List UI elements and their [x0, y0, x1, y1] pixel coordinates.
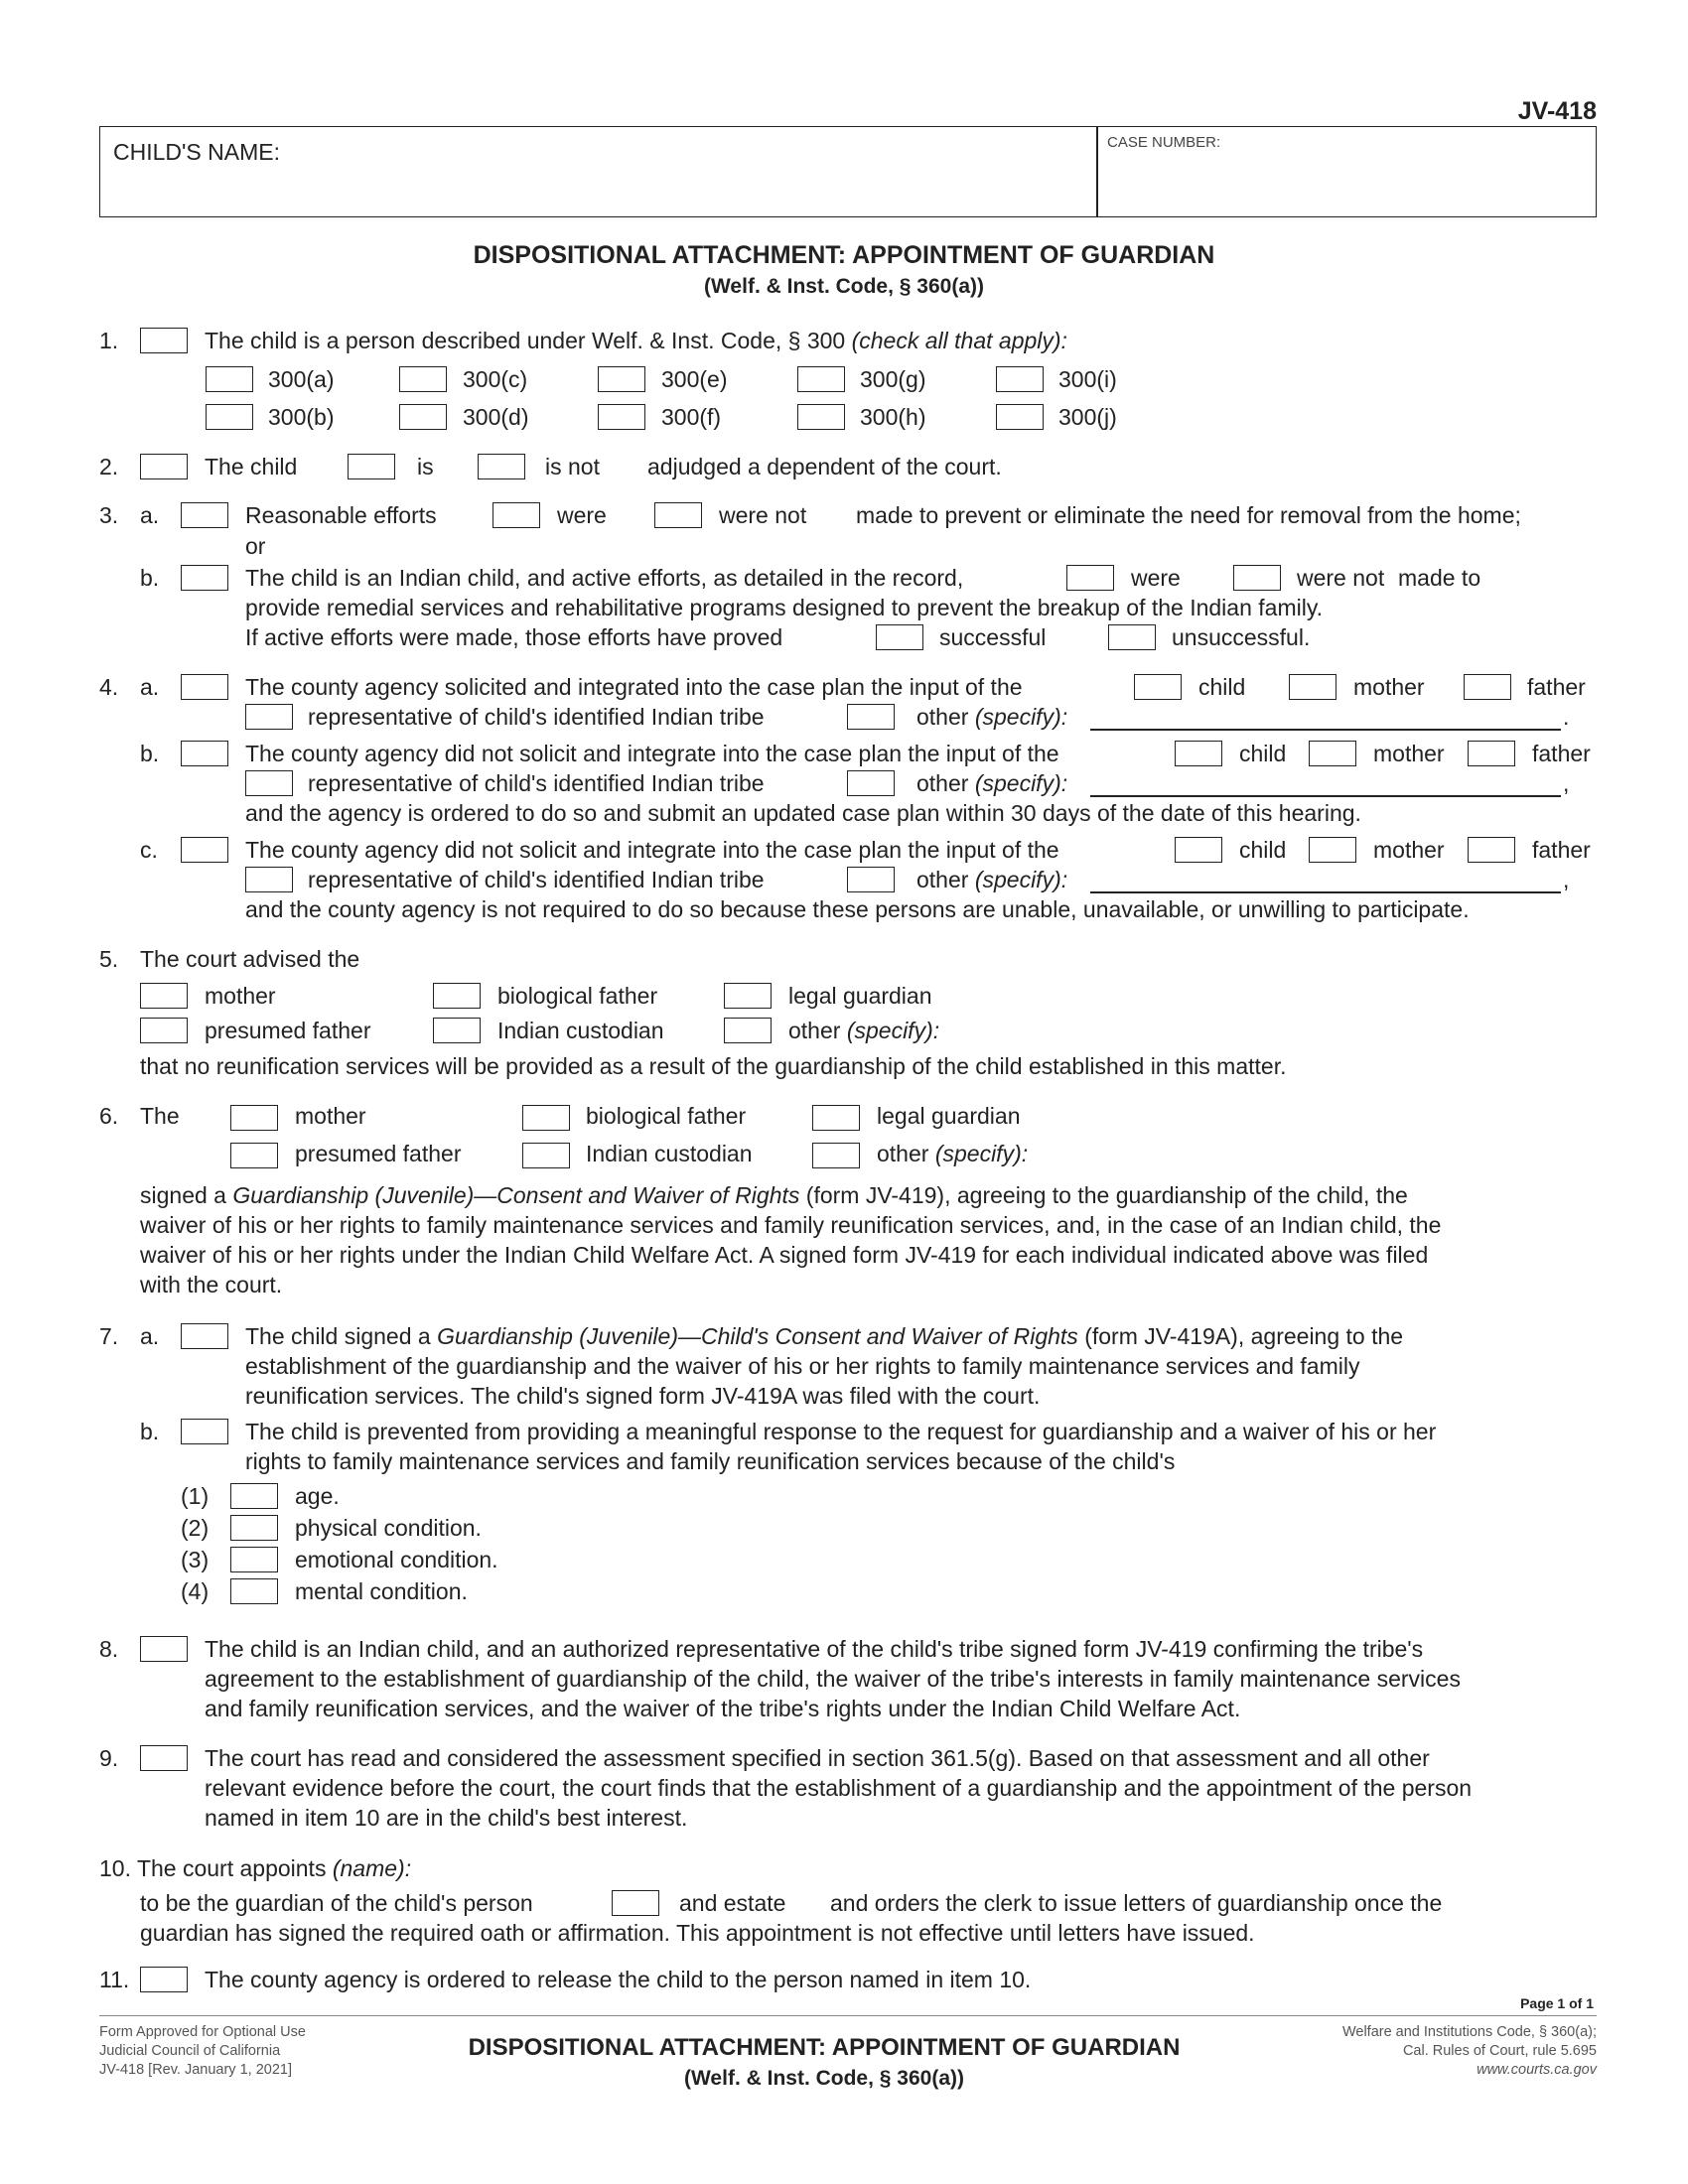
item3-number: 3. — [99, 502, 119, 528]
item2-checkbox-is[interactable] — [348, 454, 395, 479]
item2-checkbox[interactable] — [140, 454, 188, 479]
item1-checkbox-300h[interactable] — [797, 404, 845, 430]
item4b-label: b. — [140, 741, 160, 766]
page-subtitle: (Welf. & Inst. Code, § 360(a)) — [704, 275, 984, 298]
item4a-checkbox-mother[interactable] — [1289, 674, 1336, 700]
item4b-label-child: child — [1239, 741, 1287, 766]
item4-number: 4. — [99, 674, 119, 700]
footer-title: DISPOSITIONAL ATTACHMENT: APPOINTMENT OF GUARDIAN — [468, 2034, 1181, 2061]
item1-checkbox-300i[interactable] — [996, 366, 1044, 392]
item3b-checkbox-unsuccessful[interactable] — [1108, 624, 1156, 650]
item4c-text: The county agency did not solicit and integrate into the case plan the input of the — [245, 837, 1059, 863]
item4b-checkbox[interactable] — [181, 741, 228, 766]
item6-number: 6. — [99, 1103, 119, 1129]
item2-label-is: is — [417, 454, 434, 479]
item7-number: 7. — [99, 1323, 119, 1349]
item7b-checkbox[interactable] — [181, 1419, 228, 1444]
item6-label-bio-father: biological father — [586, 1103, 747, 1129]
item7b-sub4-number: (4) — [181, 1578, 210, 1604]
item9-checkbox[interactable] — [140, 1745, 188, 1771]
item4b-checkbox-other[interactable] — [847, 770, 895, 796]
item4c-label-tribe: representative of child's identified Indian tribe — [308, 867, 765, 892]
item10-checkbox-estate[interactable] — [612, 1890, 659, 1916]
item4c-checkbox-child[interactable] — [1175, 837, 1222, 863]
item1-label-300c: 300(c) — [463, 366, 528, 392]
child-name-label: CHILD'S NAME: — [113, 139, 280, 165]
item1-checkbox-300d[interactable] — [399, 404, 447, 430]
item4c-label-father: father — [1532, 837, 1591, 863]
footer-right-2: Cal. Rules of Court, rule 5.695 — [1402, 2043, 1597, 2059]
item6-the: The — [140, 1103, 180, 1129]
item8-line2: agreement to the establishment of guardianship of the child, the waiver of the tribe's interests in family maintenance services — [205, 1666, 1461, 1692]
item4c-checkbox-mother[interactable] — [1309, 837, 1356, 863]
item6-label-legal-guardian: legal guardian — [877, 1103, 1021, 1129]
item11-text: The county agency is ordered to release the child to the person named in item 10. — [205, 1967, 1032, 1992]
item3a-checkbox[interactable] — [181, 502, 228, 528]
item4a-checkbox-tribe[interactable] — [245, 704, 293, 730]
item3b-text: The child is an Indian child, and active efforts, as detailed in the record, — [245, 565, 964, 591]
item3-or: or — [245, 533, 266, 559]
item2-checkbox-is-not[interactable] — [478, 454, 525, 479]
item4b-specify-line[interactable] — [1090, 795, 1561, 797]
item4c-end: , — [1563, 867, 1570, 892]
item9-line1: The court has read and considered the assessment specified in section 361.5(g). Based on that assessment and all other — [205, 1745, 1430, 1771]
item3a-tail: made to prevent or eliminate the need for removal from the home; — [856, 502, 1521, 528]
item1-label-300d: 300(d) — [463, 404, 529, 430]
item9-line3: named in item 10 are in the child's best interest. — [205, 1805, 688, 1831]
item5-label-bio-father: biological father — [497, 983, 658, 1009]
item4c-checkbox-other[interactable] — [847, 867, 895, 892]
item10-line2a: to be the guardian of the child's person — [140, 1890, 533, 1916]
item6-checkbox-legal-guardian[interactable] — [812, 1105, 860, 1131]
item6-line1: signed a Guardianship (Juvenile)—Consent and Waiver of Rights (form JV-419), agreeing to the guardianship of the child, the — [140, 1182, 1408, 1208]
item3a-checkbox-were[interactable] — [492, 502, 540, 528]
item4c-label: c. — [140, 837, 158, 863]
item5-checkbox-bio-father[interactable] — [433, 983, 481, 1009]
item4c-specify-line[interactable] — [1090, 891, 1561, 893]
item4c-label-mother: mother — [1373, 837, 1445, 863]
item7a-line2: establishment of the guardianship and the waiver of his or her rights to family maintenance services and family — [245, 1353, 1360, 1379]
item11-number: 11. — [99, 1967, 130, 1992]
footer-subtitle: (Welf. & Inst. Code, § 360(a)) — [684, 2067, 964, 2090]
item7b-sub4-label: mental condition. — [295, 1578, 468, 1604]
item1-checkbox-300b[interactable] — [206, 404, 253, 430]
item5-checkbox-mother[interactable] — [140, 983, 188, 1009]
item9-number: 9. — [99, 1745, 119, 1771]
footer-left-1: Form Approved for Optional Use — [99, 2024, 306, 2040]
item4b-checkbox-father[interactable] — [1468, 741, 1515, 766]
item3b-label-were: were — [1131, 565, 1181, 591]
item3a-checkbox-were-not[interactable] — [654, 502, 702, 528]
item4b-checkbox-tribe[interactable] — [245, 770, 293, 796]
item7b-sub3-number: (3) — [181, 1547, 210, 1572]
item8-checkbox[interactable] — [140, 1636, 188, 1662]
item5-checkbox-legal-guardian[interactable] — [724, 983, 772, 1009]
item3b-label-successful: successful — [939, 624, 1047, 650]
item4a-specify-line[interactable] — [1090, 729, 1561, 731]
item4b-label-tribe: representative of child's identified Indian tribe — [308, 770, 765, 796]
item4b-label-father: father — [1532, 741, 1591, 766]
item1-checkbox[interactable] — [140, 328, 188, 353]
item5-label-legal-guardian: legal guardian — [788, 983, 932, 1009]
item9-line2: relevant evidence before the court, the court finds that the establishment of a guardianship and the appointment of the person — [205, 1775, 1473, 1801]
item5-tail: that no reunification services will be provided as a result of the guardianship of the child established in this matter. — [140, 1053, 1287, 1079]
item8-number: 8. — [99, 1636, 119, 1662]
item4a-label: a. — [140, 674, 160, 700]
item1-label-300g: 300(g) — [860, 366, 926, 392]
item3b-line2: provide remedial services and rehabilitative programs designed to prevent the breakup of the Indian family. — [245, 595, 1324, 620]
item5-checkbox-presumed-father[interactable] — [140, 1018, 188, 1043]
item5-label-other: other (specify): — [788, 1018, 940, 1043]
item6-line2: waiver of his or her rights to family maintenance services and family reunification services, and, in the case of an Indian child, the — [140, 1212, 1442, 1238]
footer-right-1: Welfare and Institutions Code, § 360(a); — [1341, 2024, 1597, 2040]
item5-intro: The court advised the — [140, 946, 360, 972]
item7b-sub2-checkbox[interactable] — [230, 1515, 278, 1541]
item1-label-300b: 300(b) — [268, 404, 335, 430]
item4b-checkbox-child[interactable] — [1175, 741, 1222, 766]
caption-box — [99, 126, 1597, 217]
item4c-label-child: child — [1239, 837, 1287, 863]
item7a-line1: The child signed a Guardianship (Juvenile)—Child's Consent and Waiver of Rights (form JV-419A), agreeing to the — [245, 1323, 1404, 1349]
item1-label-300a: 300(a) — [268, 366, 335, 392]
item1-label-300f: 300(f) — [661, 404, 722, 430]
item6-checkbox-mother[interactable] — [230, 1105, 278, 1131]
item4b-label-mother: mother — [1373, 741, 1445, 766]
item7b-sub4-checkbox[interactable] — [230, 1578, 278, 1604]
item10-label-estate: and estate — [679, 1890, 786, 1916]
item3b-line3: If active efforts were made, those efforts have proved — [245, 624, 783, 650]
footer-website-link[interactable]: www.courts.ca.gov — [1477, 2062, 1597, 2078]
item6-label-indian-custodian: Indian custodian — [586, 1141, 753, 1166]
footer-rule — [99, 2015, 1597, 2016]
item1-label-300i: 300(i) — [1058, 366, 1117, 392]
item10-line2c: and orders the clerk to issue letters of guardianship once the — [830, 1890, 1443, 1916]
item1-label-300h: 300(h) — [860, 404, 926, 430]
item7b-label: b. — [140, 1419, 160, 1444]
item1-label-300j: 300(j) — [1058, 404, 1117, 430]
item11-checkbox[interactable] — [140, 1967, 188, 1992]
item7b-sub3-label: emotional condition. — [295, 1547, 498, 1572]
item1-number: 1. — [99, 328, 119, 353]
item3b-checkbox[interactable] — [181, 565, 228, 591]
item10-intro: 10. The court appoints (name): — [99, 1855, 412, 1881]
case-number-label: CASE NUMBER: — [1107, 134, 1221, 151]
item1-checkbox-300e[interactable] — [598, 366, 645, 392]
item1-checkbox-300a[interactable] — [206, 366, 253, 392]
item4b-end: , — [1563, 770, 1570, 796]
item3b-label-were-not: were not — [1297, 565, 1385, 591]
item3b-checkbox-successful[interactable] — [876, 624, 923, 650]
item4a-label-other: other (specify): — [916, 704, 1068, 730]
item5-label-mother: mother — [205, 983, 276, 1009]
form-number: JV-418 — [1517, 97, 1597, 125]
item2-label-is-not: is not — [545, 454, 600, 479]
item5-label-indian-custodian: Indian custodian — [497, 1018, 664, 1043]
item8-line3: and family reunification services, and the waiver of the tribe's rights under the Indian Child Welfare Act. — [205, 1696, 1241, 1721]
item4b-line3: and the agency is ordered to do so and submit an updated case plan within 30 days of the date of this hearing. — [245, 800, 1361, 826]
item7b-sub3-checkbox[interactable] — [230, 1547, 278, 1572]
item4b-checkbox-mother[interactable] — [1309, 741, 1356, 766]
item7b-line2: rights to family maintenance services and family reunification services because of the child's — [245, 1448, 1176, 1474]
item4a-checkbox[interactable] — [181, 674, 228, 700]
item7b-sub1-checkbox[interactable] — [230, 1483, 278, 1509]
item1-checkbox-300j[interactable] — [996, 404, 1044, 430]
item8-line1: The child is an Indian child, and an authorized representative of the child's tribe signed form JV-419 confirming the tribe's — [205, 1636, 1424, 1662]
item6-label-presumed-father: presumed father — [295, 1141, 462, 1166]
item3b-label: b. — [140, 565, 160, 591]
item4a-checkbox-father[interactable] — [1464, 674, 1511, 700]
item3b-checkbox-were-not[interactable] — [1233, 565, 1281, 591]
page-title: DISPOSITIONAL ATTACHMENT: APPOINTMENT OF GUARDIAN — [473, 241, 1215, 269]
item3b-checkbox-were[interactable] — [1066, 565, 1114, 591]
item10-line3: guardian has signed the required oath or affirmation. This appointment is not effective until letters have issued. — [140, 1920, 1255, 1946]
item6-line3: waiver of his or her rights under the Indian Child Welfare Act. A signed form JV-419 for each individual indicated above was filed — [140, 1242, 1429, 1268]
item4a-label-child: child — [1198, 674, 1246, 700]
item4c-checkbox-tribe[interactable] — [245, 867, 293, 892]
item1-label-300e: 300(e) — [661, 366, 728, 392]
item7b-sub2-label: physical condition. — [295, 1515, 482, 1541]
item1-checkbox-300f[interactable] — [598, 404, 645, 430]
item3a-label-were: were — [557, 502, 607, 528]
item5-number: 5. — [99, 946, 119, 972]
item5-checkbox-indian-custodian[interactable] — [433, 1018, 481, 1043]
item3a-text: Reasonable efforts — [245, 502, 437, 528]
item2-text-child: The child — [205, 454, 298, 479]
item5-checkbox-other[interactable] — [724, 1018, 772, 1043]
item2-number: 2. — [99, 454, 119, 479]
footer-left-3: JV-418 [Rev. January 1, 2021] — [99, 2062, 292, 2078]
item3a-label: a. — [140, 502, 160, 528]
item6-label-mother: mother — [295, 1103, 366, 1129]
item1-checkbox-300c[interactable] — [399, 366, 447, 392]
item6-checkbox-other[interactable] — [812, 1143, 860, 1168]
item2-text-tail: adjudged a dependent of the court. — [647, 454, 1002, 479]
item7a-checkbox[interactable] — [181, 1323, 228, 1349]
item4a-label-mother: mother — [1353, 674, 1425, 700]
item4b-label-other: other (specify): — [916, 770, 1068, 796]
item7b-line1: The child is prevented from providing a meaningful response to the request for guardianship and a waiver of his or her — [245, 1419, 1437, 1444]
item7b-sub1-number: (1) — [181, 1483, 210, 1509]
page-number: Page 1 of 1 — [1520, 1995, 1594, 2011]
item1-text: The child is a person described under Welf. & Inst. Code, § 300 (check all that apply): — [205, 328, 1067, 353]
caption-divider — [1096, 126, 1098, 217]
item4c-checkbox[interactable] — [181, 837, 228, 863]
item4a-checkbox-child[interactable] — [1134, 674, 1182, 700]
item7b-sub2-number: (2) — [181, 1515, 210, 1541]
footer-left-2: Judicial Council of California — [99, 2043, 281, 2059]
item4a-label-father: father — [1527, 674, 1586, 700]
item5-label-presumed-father: presumed father — [205, 1018, 371, 1043]
item6-label-other: other (specify): — [877, 1141, 1029, 1166]
item7a-line3: reunification services. The child's signed form JV-419A was filed with the court. — [245, 1383, 1041, 1409]
item4c-label-other: other (specify): — [916, 867, 1068, 892]
item4c-line3: and the county agency is not required to do so because these persons are unable, unavailable, or unwilling to participate. — [245, 896, 1470, 922]
item4b-text: The county agency did not solicit and integrate into the case plan the input of the — [245, 741, 1059, 766]
item4c-checkbox-father[interactable] — [1468, 837, 1515, 863]
item6-checkbox-indian-custodian[interactable] — [522, 1143, 570, 1168]
item1-checkbox-300g[interactable] — [797, 366, 845, 392]
item3b-label-unsuccessful: unsuccessful. — [1172, 624, 1311, 650]
item4a-label-tribe: representative of child's identified Indian tribe — [308, 704, 765, 730]
item3b-made-to: made to — [1398, 565, 1481, 591]
item7a-label: a. — [140, 1323, 160, 1349]
item4a-end: . — [1563, 704, 1570, 730]
item4a-text: The county agency solicited and integrated into the case plan the input of the — [245, 674, 1023, 700]
item6-line4: with the court. — [140, 1272, 283, 1297]
item6-checkbox-bio-father[interactable] — [522, 1105, 570, 1131]
item7b-sub1-label: age. — [295, 1483, 340, 1509]
item3a-label-were-not: were not — [719, 502, 807, 528]
item6-checkbox-presumed-father[interactable] — [230, 1143, 278, 1168]
item4a-checkbox-other[interactable] — [847, 704, 895, 730]
